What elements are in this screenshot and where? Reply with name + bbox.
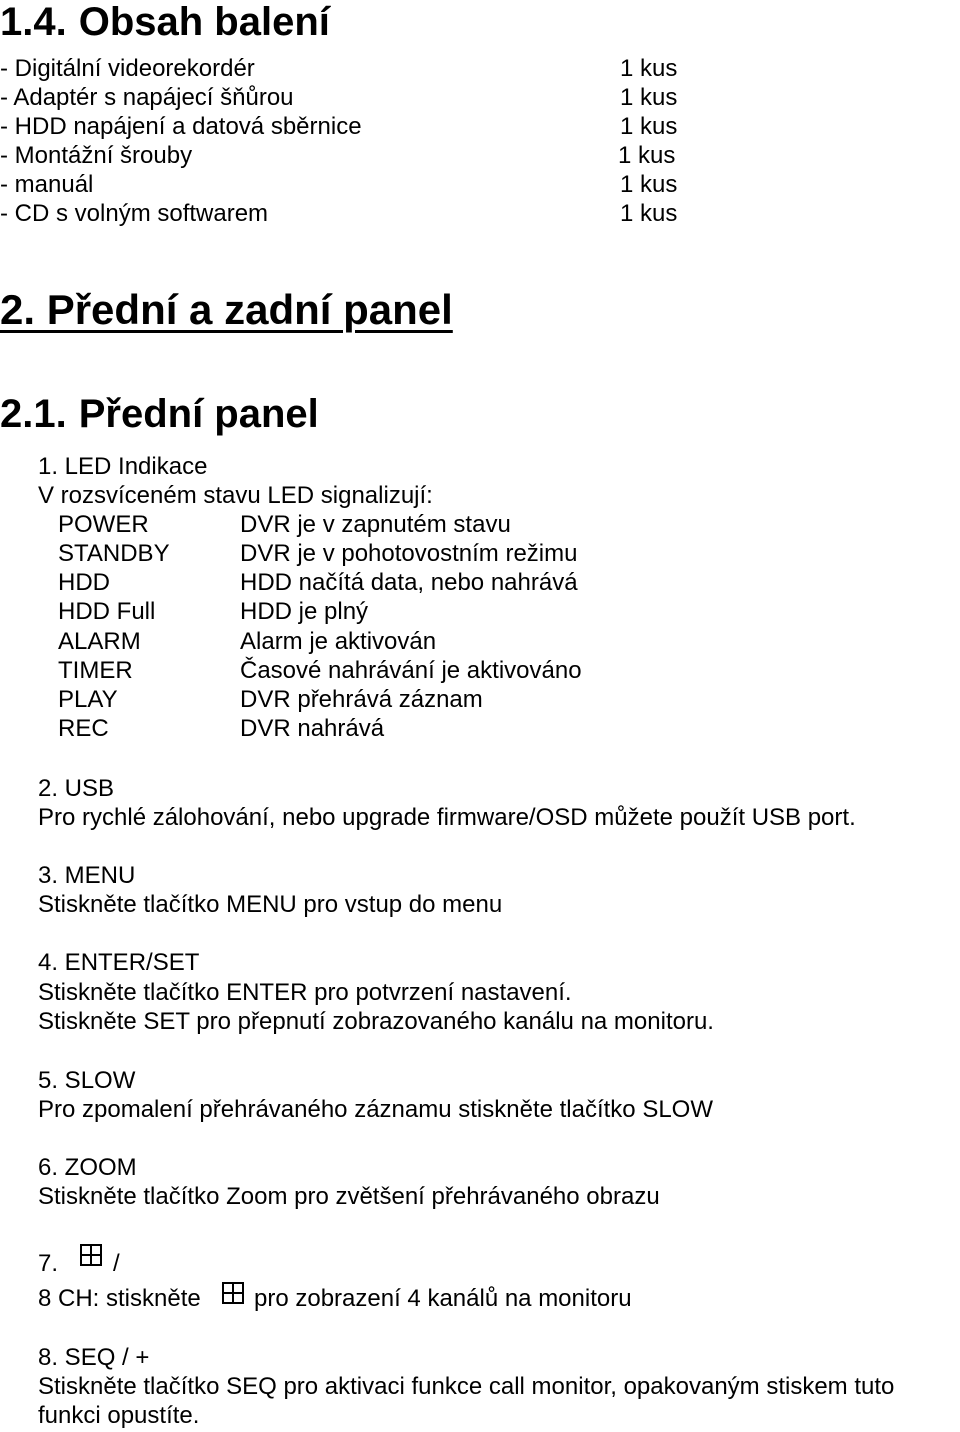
led-desc: HDD je plný xyxy=(240,598,369,625)
list-item: - manuál xyxy=(0,171,94,198)
section-title: Obsah balení xyxy=(78,0,330,44)
list-item-qty: 1 kus xyxy=(620,55,678,82)
item-8-text: Stiskněte tlačítko SEQ pro aktivaci funkce call monitor, opakovaným stiskem tuto xyxy=(38,1373,895,1400)
section-2-heading: 2. Přední a zadní panel xyxy=(0,286,453,333)
led-desc: DVR je v zapnutém stavu xyxy=(240,511,511,538)
led-name: TIMER xyxy=(58,657,133,684)
list-item: - Adaptér s napájecí šňůrou xyxy=(0,84,294,111)
item-7-text-start: 8 CH: stiskněte xyxy=(38,1285,201,1312)
item-3-text: Stiskněte tlačítko MENU pro vstup do menu xyxy=(38,891,503,918)
list-item-qty: 1 kus xyxy=(620,84,678,111)
led-name: HDD Full xyxy=(58,598,156,625)
item-2-text: Pro rychlé zálohování, nebo upgrade firmware/OSD můžete použít USB port. xyxy=(38,804,856,831)
item-6-heading: 6. ZOOM xyxy=(38,1154,137,1181)
item-2-heading: 2. USB xyxy=(38,775,115,802)
section-number: 1.4. xyxy=(0,0,67,44)
led-name: HDD xyxy=(58,569,110,596)
list-item: - HDD napájení a datová sběrnice xyxy=(0,113,362,140)
led-desc: Časové nahrávání je aktivováno xyxy=(240,657,582,684)
list-item: - Montážní šrouby xyxy=(0,142,193,169)
item-1-heading: 1. LED Indikace xyxy=(38,453,208,480)
item-1-intro: V rozsvíceném stavu LED signalizují: xyxy=(38,482,433,509)
item-4-text: Stiskněte SET pro přepnutí zobrazovaného kanálu na monitoru. xyxy=(38,1008,714,1035)
list-item-qty: 1 kus xyxy=(620,113,678,140)
item-7-number: 7. xyxy=(38,1250,59,1277)
section-title: Přední panel xyxy=(78,392,319,436)
item-8-heading: 8. SEQ / + xyxy=(38,1344,150,1371)
led-desc: HDD načítá data, nebo nahrává xyxy=(240,569,578,596)
item-5-text: Pro zpomalení přehrávaného záznamu stiskněte tlačítko SLOW xyxy=(38,1096,713,1123)
list-item: - Digitální videorekordér xyxy=(0,55,255,82)
item-8-text: funkci opustíte. xyxy=(38,1402,200,1429)
led-name: POWER xyxy=(58,511,149,538)
list-item-qty: 1 kus xyxy=(618,142,676,169)
led-desc: DVR je v pohotovostním režimu xyxy=(240,540,578,567)
led-name: STANDBY xyxy=(58,540,170,567)
led-desc: DVR nahrává xyxy=(240,715,385,742)
item-5-heading: 5. SLOW xyxy=(38,1067,136,1094)
led-name: REC xyxy=(58,715,109,742)
quad-view-icon xyxy=(222,1282,244,1304)
list-item-qty: 1 kus xyxy=(620,171,678,198)
list-item: - CD s volným softwarem xyxy=(0,200,269,227)
section-number: 2.1. xyxy=(0,392,67,436)
led-name: PLAY xyxy=(58,686,118,713)
item-7-slash: / xyxy=(113,1250,120,1277)
section-2-1-heading xyxy=(0,392,319,436)
item-6-text: Stiskněte tlačítko Zoom pro zvětšení přehrávaného obrazu xyxy=(38,1183,660,1210)
item-4-text: Stiskněte tlačítko ENTER pro potvrzení nastavení. xyxy=(38,979,572,1006)
item-7-text-end: pro zobrazení 4 kanálů na monitoru xyxy=(254,1285,632,1312)
section-1-4-heading xyxy=(0,0,330,44)
list-item-qty: 1 kus xyxy=(620,200,678,227)
item-3-heading: 3. MENU xyxy=(38,862,136,889)
led-desc: DVR přehrává záznam xyxy=(240,686,483,713)
item-4-heading: 4. ENTER/SET xyxy=(38,949,200,976)
led-desc: Alarm je aktivován xyxy=(240,628,437,655)
led-name: ALARM xyxy=(58,628,141,655)
quad-view-icon xyxy=(80,1244,102,1266)
